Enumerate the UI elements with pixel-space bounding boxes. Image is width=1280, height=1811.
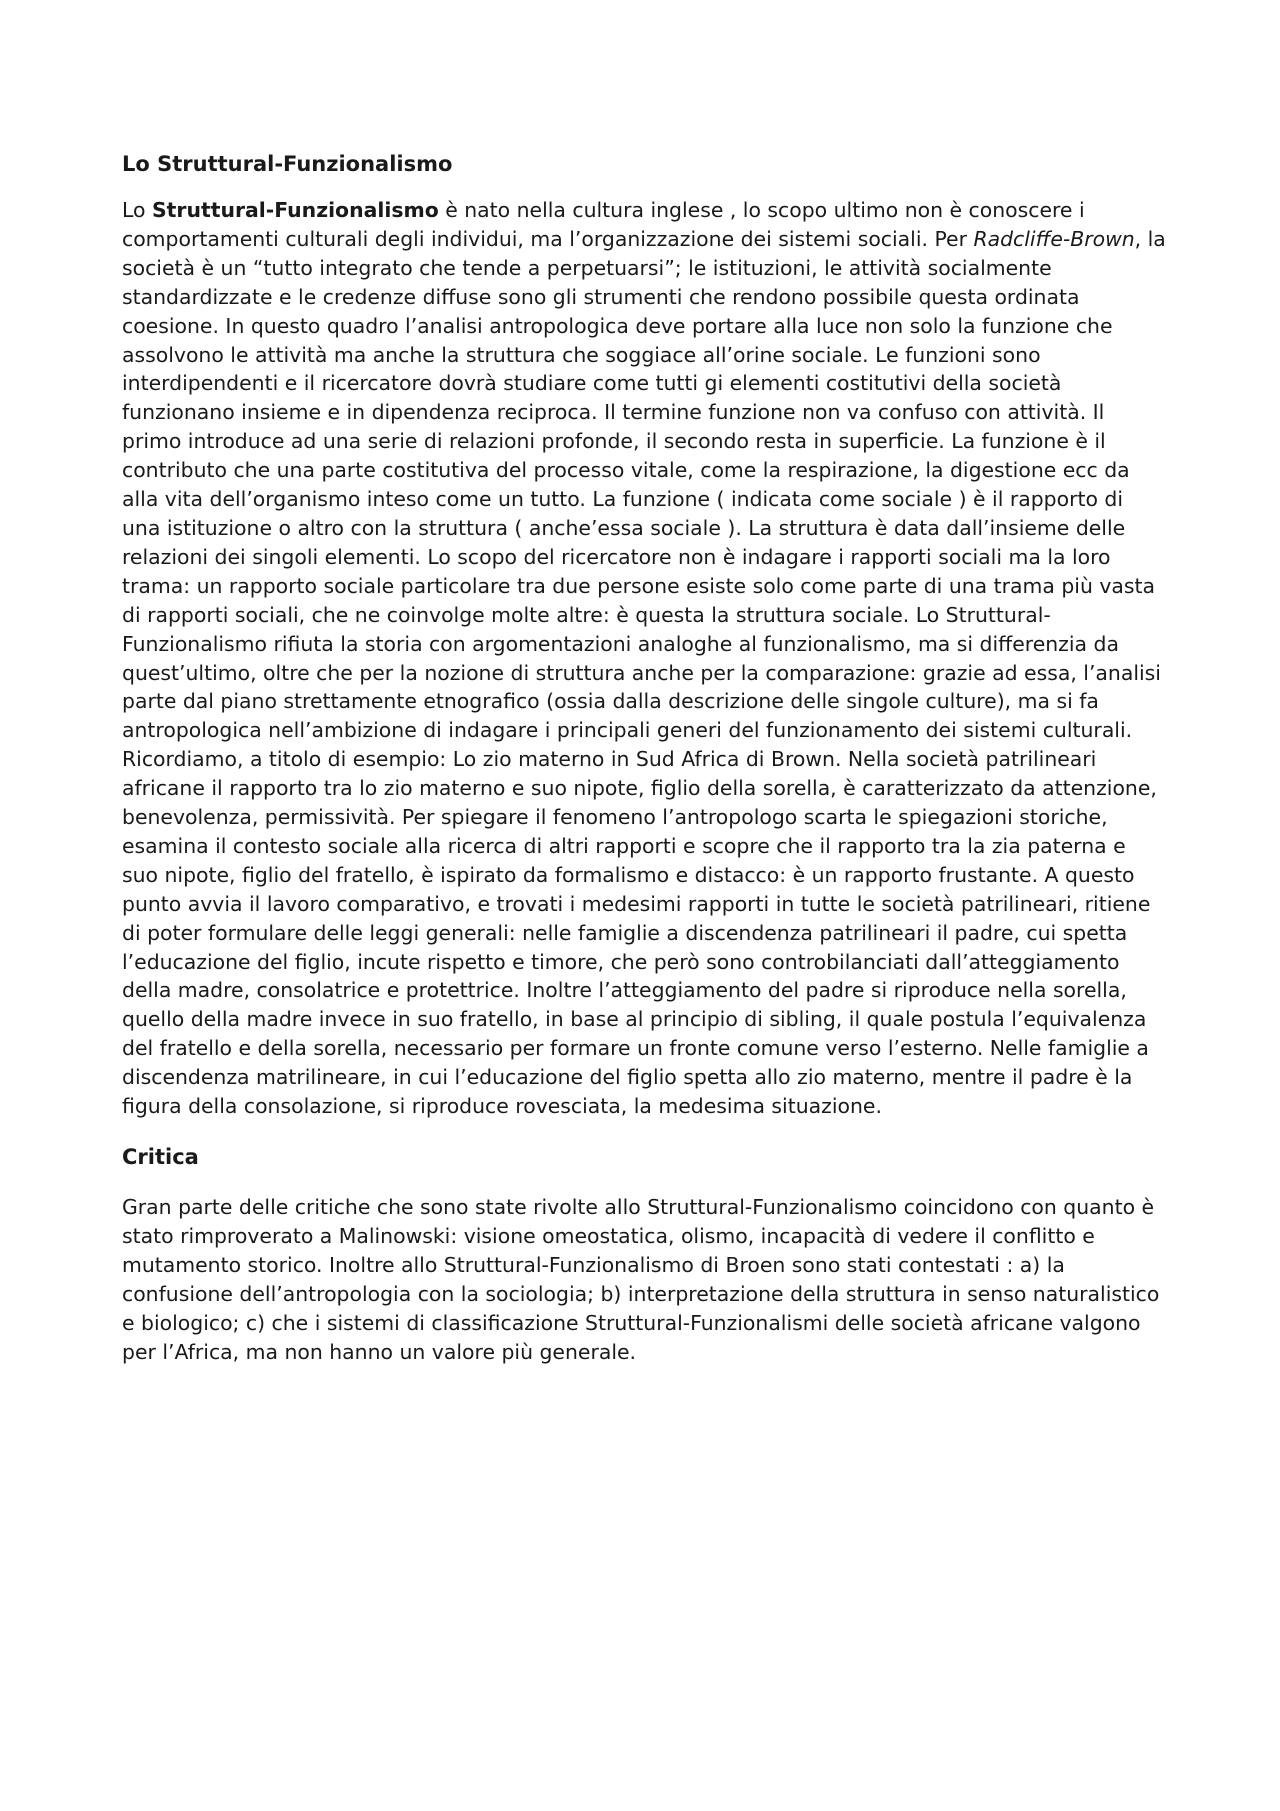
- paragraph-text: , la società è un “tutto integrato che tende a perpetuarsi”; le istituzioni, le attività socialmente standardizzate e le credenze diffuse sono gli strumenti che rendono possibile questa ordinata coesione. In questo quadro l’analisi antropologica deve portare alla luce non solo la funzione che assolvono le attività ma anche la struttura che soggiace all’orine sociale. Le funzioni sono interdipendenti e il ricercatore dovrà studiare come tutti gi elementi costitutivi della società funzionano insieme e in dipendenza reciproca. Il termine funzione non va confuso con attività. Il primo introduce ad una serie di relazioni profonde, il secondo resta in superficie. La funzione è il contributo che una parte costitutiva del processo vitale, come la respirazione, la digestione ecc da alla vita dell’organismo inteso come un tutto. La funzione ( indicata come sociale ) è il rapporto di una istituzione o altro con la struttura ( anche’essa sociale ). La struttura è data dall’insieme delle relazioni dei singoli elementi. Lo scopo del ricercatore non è indagare i rapporti sociali ma la loro trama: un rapporto sociale particolare tra due persone esiste solo come parte di una trama più vasta di rapporti sociali, che ne coinvolge molte altre: è questa la struttura sociale. Lo Struttural-Funzionalismo rifiuta la storia con argomentazioni analoghe al funzionalismo, ma si differenzia da quest’ultimo, oltre che per la nozione di struttura anche per la comparazione: grazie ad essa, l’analisi parte dal piano strettamente etnografico (ossia dalla descrizione delle singole culture), ma si fa antropologica nell’ambizione di indagare i principali generi del funzionamento dei sistemi culturali. Ricordiamo, a titolo di esempio: Lo zio materno in Sud Africa di Brown. Nella società patrilineari africane il rapporto tra lo zio materno e suo nipote, figlio della sorella, è caratterizzato da attenzione, benevolenza, permissività. Per spiegare il fenomeno l’antropologo scarta le spiegazioni storiche, esamina il contesto sociale alla ricerca di altri rapporti e scopre che il rapporto tra la zia paterna e suo nipote, figlio del fratello, è ispirato da formalismo e distacco: è un rapporto frustante. A questo punto avvia il lavoro comparativo, e trovati i medesimi rapporti in tutte le società patrilineari, ritiene di poter formulare delle leggi generali: nelle famiglie a discendenza patrilineari il padre, cui spetta l’educazione del figlio, incute rispetto e timore, che però sono controbilanciati dall’atteggiamento della madre, consolatrice e protettrice. Inoltre l’atteggiamento del padre si riproduce nella sorella, quello della madre invece in suo fratello, in base al principio di sibling, il quale postula l’equivalenza del fratello e della sorella, necessario per formare un fronte comune verso l’esterno. Nelle famiglie a discendenza matrilineare, in cui l’educazione del figlio spetta allo zio materno, mentre il padre è la figura della consolazione, si riproduce rovesciata, la medesima situazione.: [122, 226, 1166, 1119]
- document-page: [122, 150, 1167, 1366]
- author-italic: Radcliffe-Brown: [973, 226, 1135, 251]
- critica-paragraph: Gran parte delle critiche che sono state rivolte allo Struttural-Funzionalismo coincidono con quanto è stato rimproverato a Malinowski: visione omeostatica, olismo, incapacità di vedere il conflitto e mutamento storico. Inoltre allo Struttural-Funzionalismo di Broen sono stati contestati : a) la confusione dell’antropologia con la sociologia; b) interpretazione della struttura in senso naturalistico e biologico; c) che i sistemi di classificazione Struttural-Funzionalismi delle società africane valgono per l’Africa, ma non hanno un valore più generale.: [122, 1195, 1160, 1364]
- intro-word: Lo: [122, 198, 152, 222]
- term-bold: Struttural-Funzionalismo: [151, 198, 439, 222]
- section-paragraph: [122, 196, 1167, 1121]
- section-title-critica: Critica: [122, 1145, 199, 1169]
- section-title-struttural-funzionalismo: Lo Struttural-Funzionalismo: [122, 152, 453, 176]
- intro-text: è nato nella cultura inglese , lo scopo ultimo non è conoscere i comportamenti culturali degli individui, ma l’organizzazione dei sistemi sociali. Per: [122, 198, 1085, 251]
